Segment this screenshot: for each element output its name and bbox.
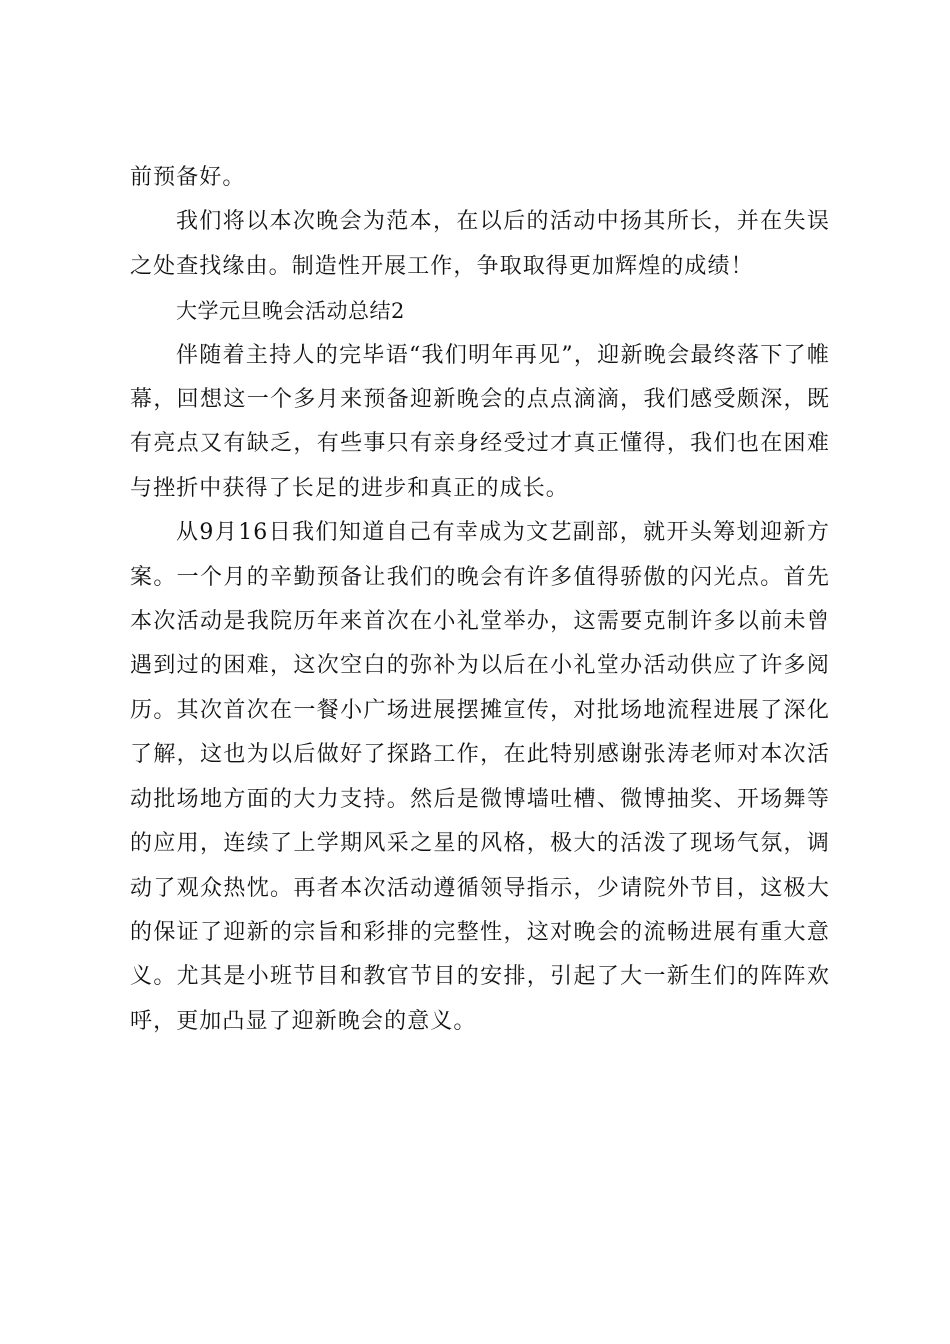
paragraph-highlights: 从9月16日我们知道自己有幸成为文艺副部，就开头筹划迎新方案。一个月的辛勤预备让我们的晚会有许多值得骄傲的闪光点。首先本次活动是我院历年来首次在小礼堂举办，这需要克制许多以前未曾遇到过的困难，这次空白的弥补为以后在小礼堂办活动供应了许多阅历。其次首次在一餐小广场进展摆摊宣传，对批场地流程进展了深化了解，这也为以后做好了探路工作，在此特别感谢张涛老师对本次活动批场地方面的大力支持。然后是微博墙吐槽、微博抽奖、开场舞等的应用，连续了上学期风采之星的风格，极大的活泼了现场气氛，调动了观众热忱。再者本次活动遵循领导指示，少请院外节目，这极大的保证了迎新的宗旨和彩排的完整性，这对晚会的流畅进展有重大意义。尤其是小班节目和教官节目的安排，引起了大一新生们的阵阵欢呼，更加凸显了迎新晚会的意义。 — [130, 520, 830, 1034]
paragraph-conclusion: 我们将以本次晚会为范本，在以后的活动中扬其所长，并在失误之处查找缘由。制造性开展工作，争取取得更加辉煌的成绩！ — [130, 209, 830, 279]
section-heading: 大学元旦晚会活动总结2 — [176, 299, 405, 324]
document-body — [130, 156, 830, 1044]
paragraph-continuation: 前预备好。 — [130, 165, 246, 190]
paragraph-intro: 伴随着主持人的完毕语“我们明年再见”，迎新晚会最终落下了帷幕，回想这一个多月来预备迎新晚会的点点滴滴，我们感受颇深，既有亮点又有缺乏，有些事只有亲身经受过才真正懂得，我们也在困难与挫折中获得了长足的进步和真正的成长。 — [130, 342, 830, 501]
